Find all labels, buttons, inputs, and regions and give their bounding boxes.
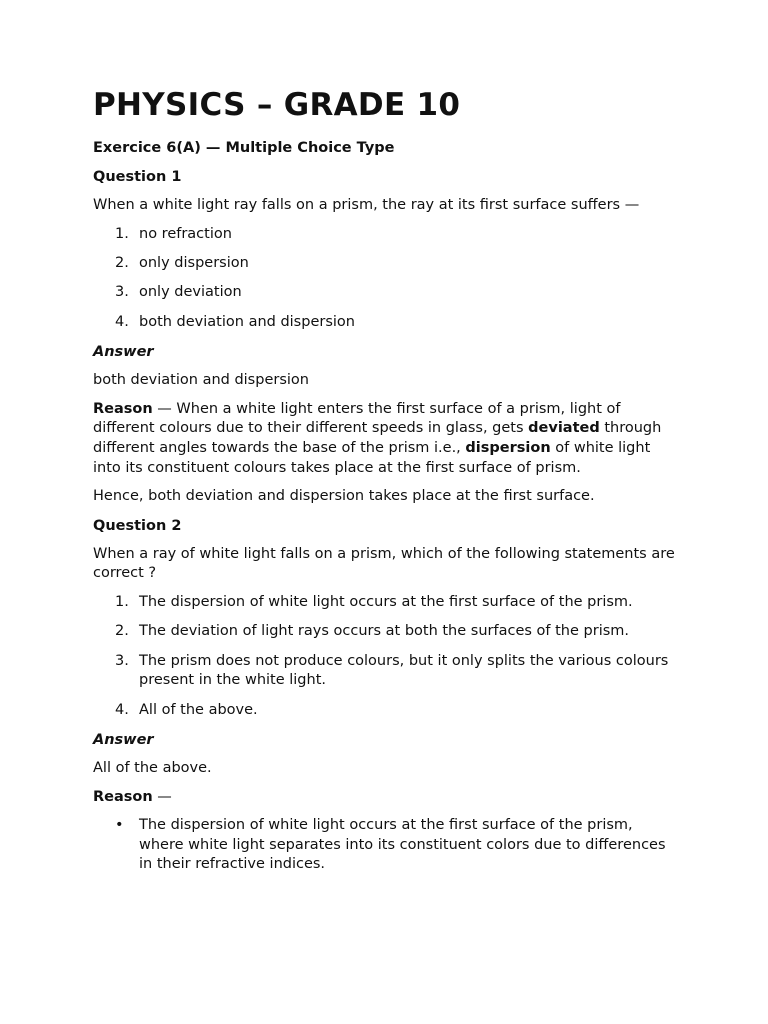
question-1-reason bbox=[93, 400, 675, 478]
option-number: 3. bbox=[115, 284, 129, 301]
question-2-options bbox=[93, 593, 675, 720]
reason-keyword-deviated: deviated bbox=[528, 420, 600, 437]
question-2-answer-heading: Answer bbox=[93, 732, 154, 749]
reason-text: of white light into its constituent colours takes place at the first surface of prism. bbox=[93, 439, 651, 476]
reason-bullet-item bbox=[93, 816, 675, 875]
reason-dash: — bbox=[152, 788, 172, 805]
option-text: All of the above. bbox=[139, 701, 258, 718]
question-1-option bbox=[93, 313, 675, 333]
question-2-reason-heading bbox=[93, 788, 675, 808]
reason-bullet-text: The dispersion of white light occurs at the first surface of the prism, where white light separates into its constituent colors due to differences in their refractive indices. bbox=[139, 817, 666, 873]
question-2-option bbox=[93, 652, 675, 691]
question-2-option bbox=[93, 593, 675, 613]
reason-text: — When a white light enters the first surface of a prism, light of different colours due to their different speeds in glass, gets bbox=[93, 400, 621, 437]
option-number: 2. bbox=[115, 254, 129, 271]
exercise-heading: Exercice 6(A) — Multiple Choice Type bbox=[93, 140, 395, 156]
page-title: PHYSICS – GRADE 10 bbox=[93, 87, 461, 123]
question-2-reason-list bbox=[93, 816, 675, 875]
question-1-options bbox=[93, 225, 675, 333]
option-text: The dispersion of white light occurs at the first surface of the prism. bbox=[139, 593, 633, 610]
option-number: 2. bbox=[115, 623, 129, 640]
option-text: no refraction bbox=[139, 225, 232, 242]
question-2-text: When a ray of white light falls on a prism, which of the following statements are correct ? bbox=[93, 545, 675, 582]
option-text: only dispersion bbox=[139, 254, 249, 271]
reason-text: through different angles towards the base of the prism i.e., bbox=[93, 420, 662, 456]
question-1-conclusion: Hence, both deviation and dispersion takes place at the first surface. bbox=[93, 488, 595, 505]
question-2-heading: Question 2 bbox=[93, 517, 182, 534]
option-text: both deviation and dispersion bbox=[139, 313, 355, 330]
question-1-heading: Question 1 bbox=[93, 169, 182, 185]
question-2-answer: All of the above. bbox=[93, 760, 212, 777]
reason-label: Reason bbox=[93, 400, 153, 417]
option-text: The prism does not produce colours, but it only splits the various colours present in the white light. bbox=[139, 652, 669, 689]
question-1-option bbox=[93, 254, 675, 274]
option-number: 1. bbox=[115, 593, 129, 610]
option-number: 1. bbox=[115, 225, 129, 242]
bullet-icon: • bbox=[115, 817, 124, 834]
question-1-answer: both deviation and dispersion bbox=[93, 372, 309, 389]
question-1-option bbox=[93, 283, 675, 303]
question-2-option bbox=[93, 701, 675, 721]
option-text: The deviation of light rays occurs at both the surfaces of the prism. bbox=[139, 623, 630, 640]
option-number: 4. bbox=[115, 701, 129, 718]
question-2-option bbox=[93, 622, 675, 642]
option-number: 3. bbox=[115, 652, 129, 669]
question-1-option bbox=[93, 225, 675, 245]
question-1-answer-heading: Answer bbox=[93, 344, 154, 361]
option-number: 4. bbox=[115, 313, 129, 330]
option-text: only deviation bbox=[139, 284, 242, 301]
reason-keyword-dispersion: dispersion bbox=[465, 439, 551, 456]
question-1-text: When a white light ray falls on a prism, the ray at its first surface suffers — bbox=[93, 197, 640, 213]
reason-label: Reason bbox=[93, 788, 153, 805]
